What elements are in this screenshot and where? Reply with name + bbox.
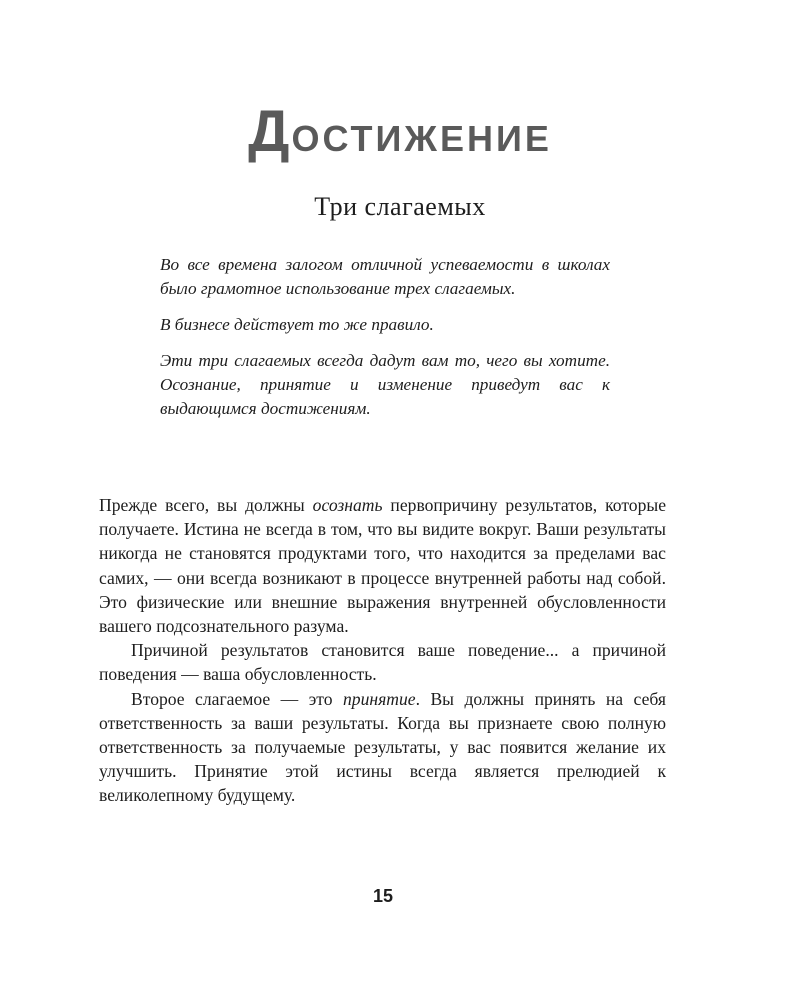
- epigraph-paragraph: Во все времена залогом отличной успеваемости в школах было грамотное использование трех слагаемых.: [160, 255, 610, 298]
- body-text-span: . Вы должны принять на себя ответственность за ваши результаты. Когда вы признаете свою полную ответственность за получаемые результаты, у вас появится желание их улучшить. Принятие этой истины всегда является прелюдией к великолепному будущему.: [99, 688, 666, 806]
- body-paragraph: [99, 687, 666, 808]
- emphasis-text: принятие: [342, 688, 416, 709]
- section-title: Три слагаемых: [314, 192, 486, 221]
- body-text-span: первопричину результатов, которые получаете. Истина не всегда в том, что вы видите вокруг. Ваши результаты никогда не становятся продуктами того, что находится за пределами вас самих, — они всегда возникают в процессе внутренней работы над собой. Это физические или внешние выражения внутренней обусловленности вашего подсознательного разума.: [99, 495, 666, 637]
- page-number: 15: [372, 886, 394, 906]
- chapter-title-rest: ОСТИЖЕНИЕ: [291, 118, 552, 159]
- chapter-title-initial: Д: [248, 99, 292, 164]
- emphasis-text: осознать: [312, 495, 383, 515]
- body-text-span: Прежде всего, вы должны: [99, 495, 313, 515]
- body-paragraph: [99, 493, 666, 638]
- body-text-span: Второе слагаемое — это: [131, 688, 343, 709]
- body-paragraph: Причиной результатов становится ваше поведение... а причиной поведения — ваша обусловленность.: [99, 640, 666, 685]
- epigraph-paragraph: Эти три слагаемых всегда дадут вам то, чего вы хотите. Осознание, принятие и изменение приведут вас к выдающимся достижениям.: [160, 351, 610, 418]
- body-text: [99, 493, 666, 808]
- epigraph-paragraph: В бизнесе действует то же правило.: [160, 315, 434, 334]
- epigraph: [160, 253, 610, 433]
- chapter-title: [0, 92, 800, 180]
